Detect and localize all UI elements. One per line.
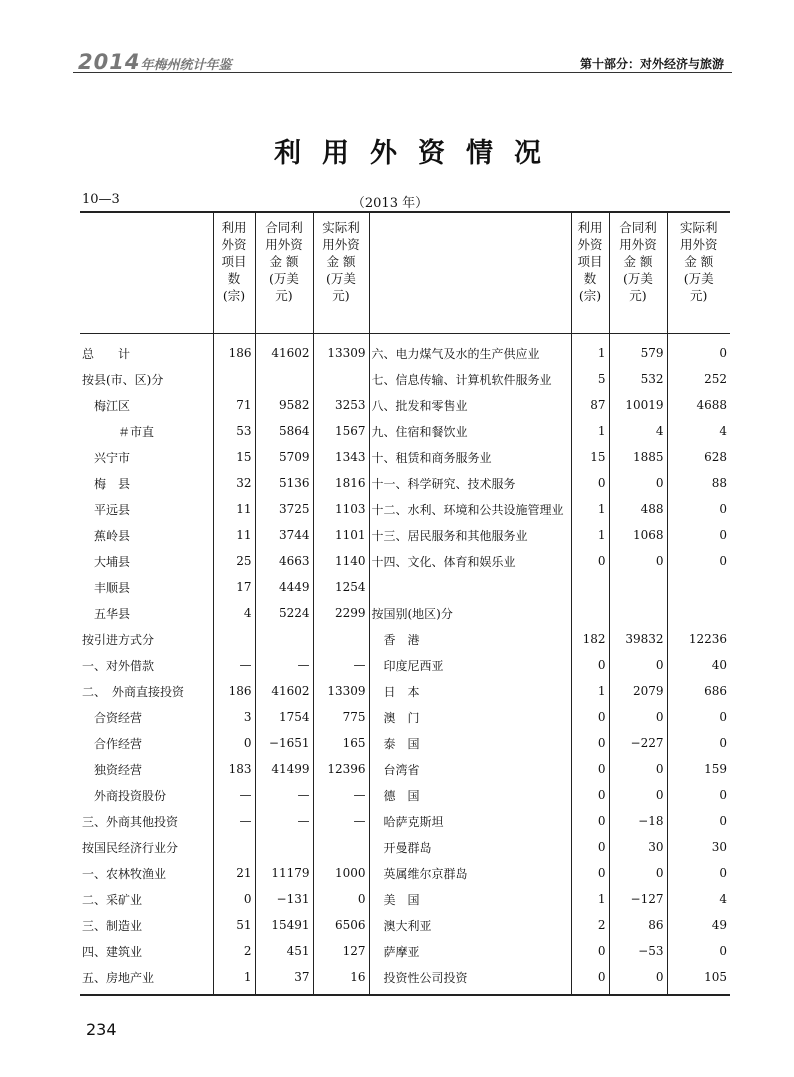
left-contract: 451 xyxy=(255,938,313,964)
left-projects: 186 xyxy=(213,334,255,367)
right-row-label: 十一、科学研究、技术服务 xyxy=(369,470,571,496)
left-projects: 186 xyxy=(213,678,255,704)
left-contract: 4449 xyxy=(255,574,313,600)
right-contract: 579 xyxy=(609,334,667,367)
col-header-actual: 实际利 用外资 金 额 (万美 元) xyxy=(313,212,369,334)
right-row-label: 德 国 xyxy=(369,782,571,808)
right-projects: 1 xyxy=(571,496,609,522)
left-actual: 12396 xyxy=(313,756,369,782)
right-projects: 0 xyxy=(571,964,609,995)
table-row xyxy=(80,860,730,886)
right-projects: 0 xyxy=(571,938,609,964)
left-row-label: 独资经营 xyxy=(80,756,213,782)
left-row-label: 平远县 xyxy=(80,496,213,522)
left-contract: 11179 xyxy=(255,860,313,886)
right-actual: 30 xyxy=(711,840,727,854)
right-actual: 159 xyxy=(704,762,727,776)
table-row xyxy=(80,678,730,704)
left-projects xyxy=(213,626,255,652)
left-contract: 41499 xyxy=(255,756,313,782)
left-row-label: 五、房地产业 xyxy=(80,964,213,995)
right-contract: 30 xyxy=(609,834,667,860)
right-contract: 10019 xyxy=(609,392,667,418)
left-projects: 11 xyxy=(213,496,255,522)
right-contract: −127 xyxy=(609,886,667,912)
right-actual: 4688 xyxy=(696,398,727,412)
right-row-label: 开曼群岛 xyxy=(369,834,571,860)
left-projects: 51 xyxy=(213,912,255,938)
left-actual: 13309 xyxy=(313,334,369,367)
right-contract: 86 xyxy=(609,912,667,938)
left-row-label: 一、农林牧渔业 xyxy=(80,860,213,886)
left-contract: 1754 xyxy=(255,704,313,730)
left-row-label: 蕉岭县 xyxy=(80,522,213,548)
left-row-label: 四、建筑业 xyxy=(80,938,213,964)
table-row xyxy=(80,964,730,995)
right-contract: 488 xyxy=(609,496,667,522)
table-row xyxy=(80,496,730,522)
left-actual: 0 xyxy=(313,886,369,912)
right-actual: 0 xyxy=(719,554,727,568)
right-actual: 105 xyxy=(667,964,730,995)
right-actual xyxy=(667,574,730,600)
table-row xyxy=(80,756,730,782)
left-actual: 1103 xyxy=(313,496,369,522)
right-row-label: 九、住宿和餐饮业 xyxy=(369,418,571,444)
table-row xyxy=(80,574,730,600)
left-actual: 13309 xyxy=(313,678,369,704)
right-row-label: 哈萨克斯坦 xyxy=(369,808,571,834)
left-actual: 127 xyxy=(313,938,369,964)
left-contract: — xyxy=(255,652,313,678)
right-projects: 87 xyxy=(571,392,609,418)
right-projects xyxy=(571,574,609,600)
right-actual: 252 xyxy=(704,372,727,386)
left-contract xyxy=(255,834,313,860)
left-actual: 1816 xyxy=(313,470,369,496)
right-row-label: 澳 门 xyxy=(369,704,571,730)
left-actual xyxy=(313,366,369,392)
left-projects: 4 xyxy=(213,600,255,626)
right-actual: 0 xyxy=(719,736,727,750)
left-actual: 775 xyxy=(313,704,369,730)
right-actual: 88 xyxy=(711,476,727,490)
right-actual: 4 xyxy=(719,892,727,906)
left-row-label: 总 计 xyxy=(80,334,213,367)
right-actual: 0 xyxy=(719,944,727,958)
left-actual: 1567 xyxy=(313,418,369,444)
left-projects: 2 xyxy=(213,938,255,964)
left-actual: 1343 xyxy=(313,444,369,470)
table-row xyxy=(80,470,730,496)
table-row xyxy=(80,730,730,756)
yearbook-year: 2014 xyxy=(78,50,141,74)
left-actual xyxy=(313,626,369,652)
left-contract xyxy=(255,626,313,652)
left-projects: 71 xyxy=(213,392,255,418)
left-actual: — xyxy=(313,652,369,678)
left-contract: 3744 xyxy=(255,522,313,548)
right-actual: 628 xyxy=(704,450,727,464)
table-row xyxy=(80,548,730,574)
left-row-label: 二、 外商直接投资 xyxy=(80,678,213,704)
right-projects: 0 xyxy=(571,782,609,808)
right-row-label: 萨摩亚 xyxy=(369,938,571,964)
right-actual: 0 xyxy=(719,866,727,880)
left-row-label: 大埔县 xyxy=(80,548,213,574)
left-row-label: 二、采矿业 xyxy=(80,886,213,912)
left-contract: — xyxy=(255,808,313,834)
right-projects: 0 xyxy=(571,470,609,496)
left-contract: 15491 xyxy=(255,912,313,938)
right-contract: 0 xyxy=(609,860,667,886)
left-projects: 15 xyxy=(213,444,255,470)
yearbook-name: 年梅州统计年鉴 xyxy=(140,58,232,73)
right-row-label: 印度尼西亚 xyxy=(369,652,571,678)
col-header-projects-right: 利用 外资 项目 数 (宗) xyxy=(571,212,609,334)
left-row-label: 梅 县 xyxy=(80,470,213,496)
left-actual: 165 xyxy=(313,730,369,756)
left-row-label: 按县(市、区)分 xyxy=(80,366,213,392)
col-header-contract: 合同利 用外资 金 额 (万美 元) xyxy=(255,212,313,334)
right-contract: −227 xyxy=(609,730,667,756)
right-projects: 0 xyxy=(571,808,609,834)
left-contract: 5224 xyxy=(255,600,313,626)
left-contract: 37 xyxy=(255,964,313,995)
left-contract: 5709 xyxy=(255,444,313,470)
right-projects: 2 xyxy=(571,912,609,938)
left-projects xyxy=(213,834,255,860)
left-projects: 17 xyxy=(213,574,255,600)
right-contract: −18 xyxy=(609,808,667,834)
right-projects: 0 xyxy=(571,548,609,574)
right-projects: 0 xyxy=(571,704,609,730)
right-actual: 0 xyxy=(719,528,727,542)
left-projects: 183 xyxy=(213,756,255,782)
left-contract: 41602 xyxy=(255,678,313,704)
left-contract: 3725 xyxy=(255,496,313,522)
right-actual: 0 xyxy=(719,814,727,828)
left-row-label: 丰顺县 xyxy=(80,574,213,600)
left-projects: — xyxy=(213,782,255,808)
right-contract: −53 xyxy=(609,938,667,964)
left-contract: −1651 xyxy=(255,730,313,756)
left-actual: 16 xyxy=(313,964,369,995)
right-contract: 0 xyxy=(609,704,667,730)
right-contract: 532 xyxy=(609,366,667,392)
right-actual: 686 xyxy=(704,684,727,698)
left-actual xyxy=(313,834,369,860)
table-header-row xyxy=(80,212,730,334)
table-row xyxy=(80,600,730,626)
left-row-label: 一、对外借款 xyxy=(80,652,213,678)
left-row-label: 按国民经济行业分 xyxy=(80,834,213,860)
right-row-label: 英属维尔京群岛 xyxy=(369,860,571,886)
left-actual: 6506 xyxy=(313,912,369,938)
right-contract: 0 xyxy=(609,548,667,574)
left-projects: 11 xyxy=(213,522,255,548)
right-contract: 4 xyxy=(609,418,667,444)
table-row xyxy=(80,938,730,964)
left-contract: −131 xyxy=(255,886,313,912)
right-row-label: 澳大利亚 xyxy=(369,912,571,938)
right-row-label: 十、租赁和商务服务业 xyxy=(369,444,571,470)
table-number: 10—3 xyxy=(82,192,120,207)
right-actual: 0 xyxy=(719,502,727,516)
table-row xyxy=(80,912,730,938)
left-row-label: 按引进方式分 xyxy=(80,626,213,652)
left-actual: — xyxy=(313,808,369,834)
right-projects: 1 xyxy=(571,334,609,367)
right-actual: 0 xyxy=(719,710,727,724)
left-projects: 1 xyxy=(213,964,255,995)
right-row-label: 十四、文化、体育和娱乐业 xyxy=(369,548,571,574)
left-projects: 53 xyxy=(213,418,255,444)
right-actual: 49 xyxy=(711,918,727,932)
left-contract: 5864 xyxy=(255,418,313,444)
right-actual: 0 xyxy=(719,788,727,802)
right-row-label: 泰 国 xyxy=(369,730,571,756)
right-projects: 5 xyxy=(571,366,609,392)
right-projects: 0 xyxy=(571,860,609,886)
right-projects: 0 xyxy=(571,834,609,860)
right-row-label: 按国别(地区)分 xyxy=(369,600,571,626)
col-header-actual-right: 实际利 用外资 金 额 (万美 元) xyxy=(667,212,730,334)
right-row-label: 八、批发和零售业 xyxy=(369,392,571,418)
right-projects xyxy=(571,600,609,626)
right-projects: 1 xyxy=(571,418,609,444)
col-header-contract-right: 合同利 用外资 金 额 (万美 元) xyxy=(609,212,667,334)
right-row-label: 美 国 xyxy=(369,886,571,912)
right-row-label: 投资性公司投资 xyxy=(369,964,571,995)
page-number: 234 xyxy=(86,1020,117,1039)
right-row-label: 十三、居民服务和其他服务业 xyxy=(369,522,571,548)
left-row-label: 兴宁市 xyxy=(80,444,213,470)
left-actual: 1101 xyxy=(313,522,369,548)
foreign-capital-table xyxy=(80,211,730,996)
left-projects: — xyxy=(213,652,255,678)
left-contract: 41602 xyxy=(255,334,313,367)
left-contract: 4663 xyxy=(255,548,313,574)
left-projects: 0 xyxy=(213,886,255,912)
left-row-label: ＃市直 xyxy=(80,418,213,444)
right-projects: 182 xyxy=(571,626,609,652)
table-row xyxy=(80,782,730,808)
table-row xyxy=(80,886,730,912)
table-row xyxy=(80,418,730,444)
right-actual: 4 xyxy=(719,424,727,438)
right-row-label: 七、信息传输、计算机软件服务业 xyxy=(369,366,571,392)
right-name-header xyxy=(369,212,571,334)
right-contract: 1068 xyxy=(609,522,667,548)
left-projects: 21 xyxy=(213,860,255,886)
left-projects: 0 xyxy=(213,730,255,756)
table-row xyxy=(80,834,730,860)
left-contract: 5136 xyxy=(255,470,313,496)
left-projects: 3 xyxy=(213,704,255,730)
right-contract: 39832 xyxy=(609,626,667,652)
left-projects xyxy=(213,366,255,392)
yearbook-header xyxy=(78,50,231,74)
table-row xyxy=(80,626,730,652)
left-row-label: 五华县 xyxy=(80,600,213,626)
right-row-label: 十二、水利、环境和公共设施管理业 xyxy=(369,496,571,522)
right-projects: 1 xyxy=(571,678,609,704)
left-name-header xyxy=(80,212,213,334)
right-contract: 0 xyxy=(609,652,667,678)
right-projects: 0 xyxy=(571,730,609,756)
table-row xyxy=(80,366,730,392)
left-row-label: 外商投资股份 xyxy=(80,782,213,808)
right-contract: 2079 xyxy=(609,678,667,704)
left-projects: — xyxy=(213,808,255,834)
left-row-label: 三、外商其他投资 xyxy=(80,808,213,834)
right-actual: 12236 xyxy=(688,632,727,646)
left-actual: 1000 xyxy=(313,860,369,886)
right-row-label: 香 港 xyxy=(369,626,571,652)
left-contract: 9582 xyxy=(255,392,313,418)
left-projects: 32 xyxy=(213,470,255,496)
right-actual: 40 xyxy=(711,658,727,672)
header-rule xyxy=(73,72,732,73)
right-projects: 1 xyxy=(571,886,609,912)
col-header-projects: 利用 外资 项目 数 (宗) xyxy=(213,212,255,334)
table-row xyxy=(80,652,730,678)
table-row xyxy=(80,522,730,548)
right-projects: 0 xyxy=(571,756,609,782)
page-title: 利用外资情况 xyxy=(274,138,562,169)
right-contract: 1885 xyxy=(609,444,667,470)
right-row-label xyxy=(369,574,571,600)
right-projects: 1 xyxy=(571,522,609,548)
right-row-label: 台湾省 xyxy=(369,756,571,782)
left-row-label: 合资经营 xyxy=(80,704,213,730)
right-contract: 0 xyxy=(609,782,667,808)
left-actual: — xyxy=(313,782,369,808)
left-actual: 1140 xyxy=(313,548,369,574)
left-contract: — xyxy=(255,782,313,808)
right-contract: 0 xyxy=(609,964,667,995)
table-row xyxy=(80,808,730,834)
section-name: 第十部分：对外经济与旅游 xyxy=(579,57,724,71)
right-contract xyxy=(609,600,667,626)
right-row-label: 六、电力煤气及水的生产供应业 xyxy=(369,334,571,367)
right-contract: 0 xyxy=(609,756,667,782)
right-row-label: 日 本 xyxy=(369,678,571,704)
left-projects: 25 xyxy=(213,548,255,574)
table-row xyxy=(80,392,730,418)
left-row-label: 合作经营 xyxy=(80,730,213,756)
right-projects: 15 xyxy=(571,444,609,470)
table-row xyxy=(80,334,730,367)
right-contract xyxy=(609,574,667,600)
left-contract xyxy=(255,366,313,392)
left-row-label: 三、制造业 xyxy=(80,912,213,938)
left-actual: 3253 xyxy=(313,392,369,418)
right-contract: 0 xyxy=(609,470,667,496)
left-row-label: 梅江区 xyxy=(80,392,213,418)
table-row xyxy=(80,704,730,730)
year-label: （2013 年） xyxy=(351,196,429,211)
table-row xyxy=(80,444,730,470)
left-actual: 1254 xyxy=(313,574,369,600)
right-projects: 0 xyxy=(571,652,609,678)
left-actual: 2299 xyxy=(313,600,369,626)
right-actual: 0 xyxy=(719,346,727,360)
right-actual xyxy=(667,600,730,626)
